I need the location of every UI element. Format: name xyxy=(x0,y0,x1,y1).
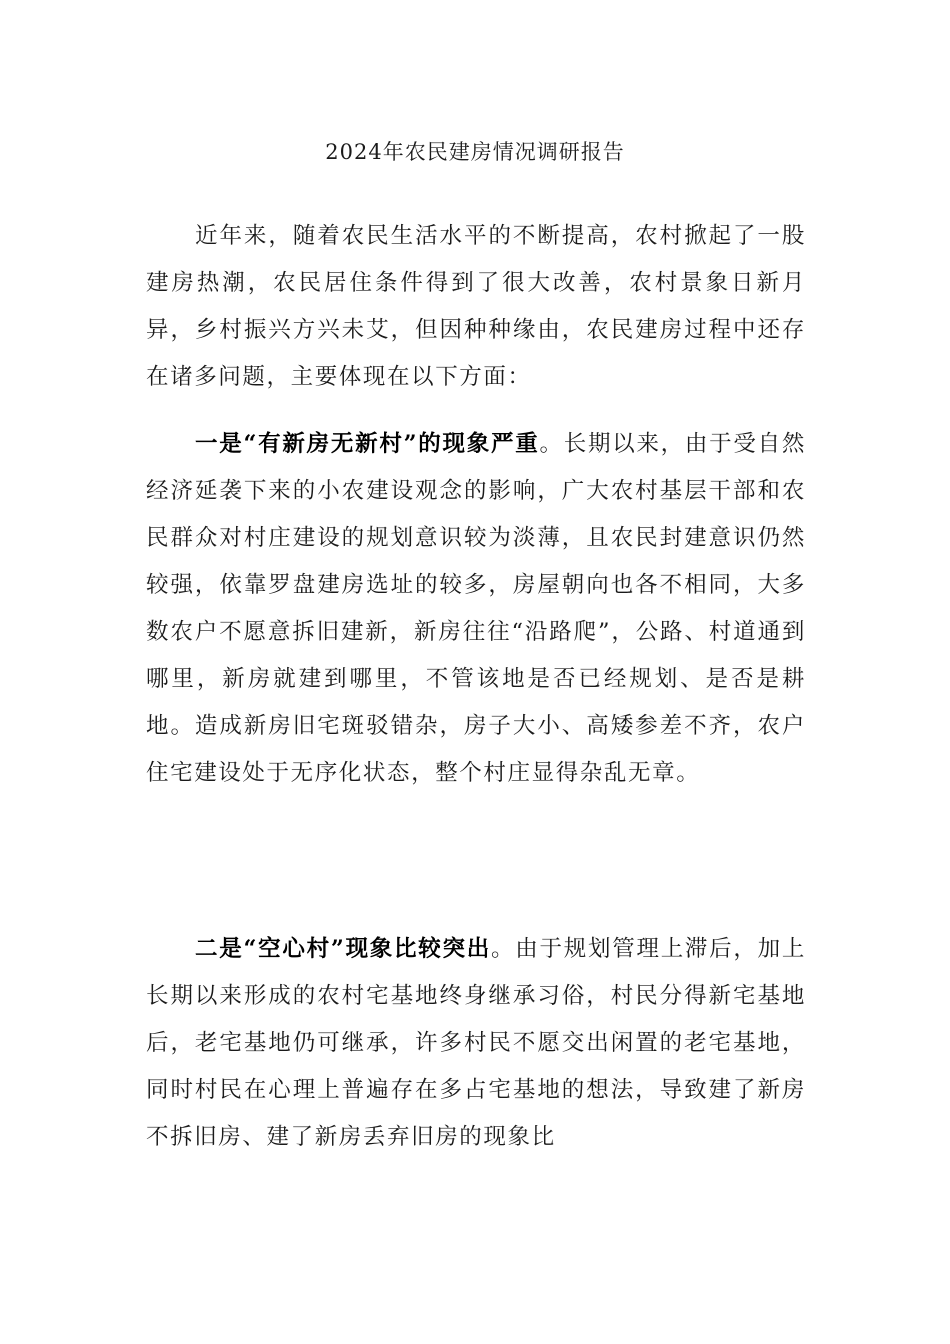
paragraph-point-two xyxy=(146,926,806,1161)
paragraph-text: 。由于规划管理上滞后，加上长期以来形成的农村宅基地终身继承习俗，村民分得新宅基地后，老宅基地仍可继承，许多村民不愿交出闲置的老宅基地，同时村民在心理上普遍存在多占宅基地的想法，导致建了新房不拆旧房、建了新房丢弃旧房的现象比 xyxy=(146,936,806,1150)
paragraph-point-one xyxy=(146,421,806,797)
paragraph-heading: 一是“有新房无新村”的现象严重 xyxy=(195,431,540,457)
document-title: 2024年农民建房情况调研报告 xyxy=(325,140,625,164)
paragraph-text: 近年来，随着农民生活水平的不断提高，农村掀起了一股建房热潮，农民居住条件得到了很大改善，农村景象日新月异，乡村振兴方兴未艾，但因种种缘由，农民建房过程中还存在诸多问题，主要体现在以下方面： xyxy=(146,223,806,390)
paragraph-text: 。长期以来，由于受自然经济延袭下来的小农建设观念的影响，广大农村基层干部和农民群众对村庄建设的规划意识较为淡薄，且农民封建意识仍然较强，依靠罗盘建房选址的较多，房屋朝向也各不相同，大多数农户不愿意拆旧建新，新房往往“沿路爬”，公路、村道通到哪里，新房就建到哪里，不管该地是否已经规划、是否是耕地。造成新房旧宅斑驳错杂，房子大小、高矮参差不齐，农户住宅建设处于无序化状态，整个村庄显得杂乱无章。 xyxy=(146,431,806,786)
paragraph-intro xyxy=(146,213,806,401)
paragraph-heading: 二是“空心村”现象比较突出 xyxy=(195,936,492,962)
